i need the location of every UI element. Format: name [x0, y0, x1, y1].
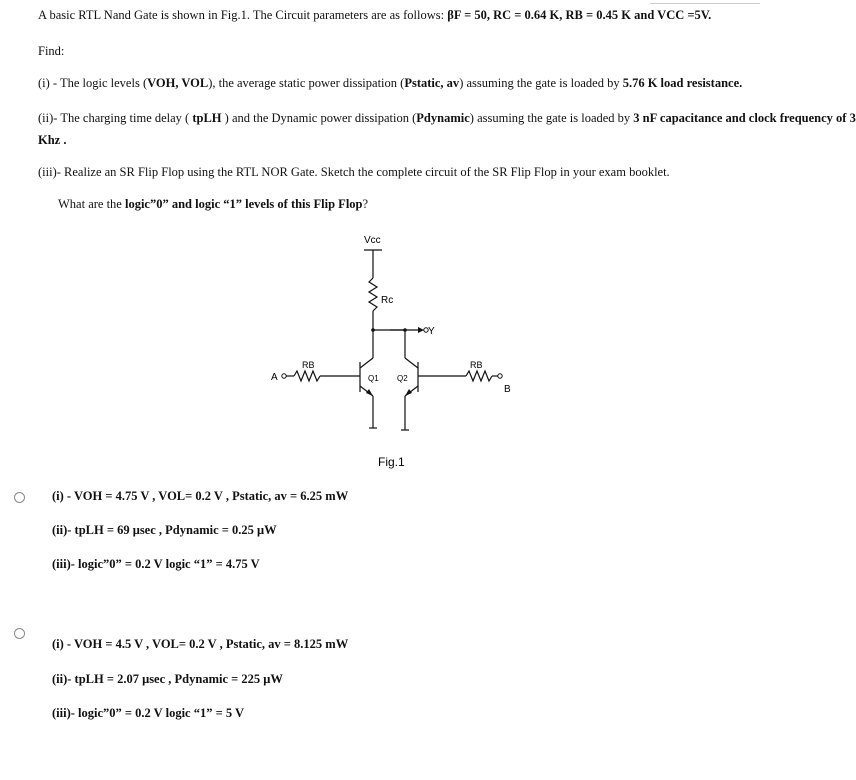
- node-dot-2: [403, 328, 407, 332]
- p2f: 3 nF capacitance and clock frequency of 3: [633, 111, 856, 125]
- question-part-3: (iii)- Realize an SR Flip Flop using the RTL NOR Gate. Sketch the complete circuit of the SR Flip Flop in your exam booklet.: [38, 165, 670, 179]
- q1-emitter-arrow: [366, 389, 373, 396]
- figure-caption: Fig.1: [378, 455, 405, 469]
- b-label: B: [504, 384, 511, 395]
- option-1-radio[interactable]: [14, 492, 25, 503]
- option-2-line-2: (ii)- tpLH = 2.07 μsec , Pdynamic = 225 μW: [52, 672, 283, 686]
- rc-label: Rc: [381, 295, 394, 306]
- node-dot-1: [371, 328, 375, 332]
- rb-right-resistor: [466, 371, 492, 381]
- y-arrow: [418, 327, 424, 333]
- b-terminal: [498, 374, 502, 378]
- p1a: (i) - The logic levels (: [38, 76, 148, 90]
- p3qb: logic”0” and logic “1” levels of this Flip Flop: [124, 197, 363, 211]
- find-label: Find:: [38, 44, 65, 58]
- a-terminal: [282, 374, 286, 378]
- p3qc: ?: [362, 197, 369, 211]
- p1f: 5.76 K load resistance.: [622, 76, 743, 90]
- p1c: ), the average static power dissipation (: [208, 76, 405, 90]
- p1b: VOH, VOL: [147, 76, 209, 90]
- option-1-line-2: (ii)- tpLH = 69 μsec , Pdynamic = 0.25 μW: [52, 523, 277, 537]
- p3qa: What are the: [58, 197, 125, 211]
- option-2-line-3: (iii)- logic”0” = 0.2 V logic “1” = 5 V: [52, 706, 245, 720]
- rb-right-label: RB: [470, 360, 483, 370]
- option-2-radio[interactable]: [14, 628, 25, 639]
- q2-emitter-arrow: [405, 389, 412, 396]
- p2d: Pdynamic: [416, 111, 470, 125]
- p1d: Pstatic, av: [404, 76, 460, 90]
- question-part-2-cont: Khz .: [38, 133, 67, 147]
- option-1-line-1: (i) - VOH = 4.75 V , VOL= 0.2 V , Pstatic, av = 6.25 mW: [52, 489, 349, 503]
- p2e: ) assuming the gate is loaded by: [469, 111, 634, 125]
- rc-resistor: [369, 278, 377, 311]
- q2-collector: [405, 358, 418, 368]
- p2c: ) and the Dynamic power dissipation (: [221, 111, 417, 125]
- intro-text: A basic RTL Nand Gate is shown in Fig.1. The Circuit parameters are as follows:: [38, 8, 448, 22]
- q2-label: Q2: [397, 374, 408, 383]
- p2b: tpLH: [192, 111, 222, 125]
- option-1-line-3: (iii)- logic”0” = 0.2 V logic “1” = 4.75 V: [52, 557, 260, 571]
- y-label: Y: [428, 326, 435, 337]
- rb-left-label: RB: [302, 360, 315, 370]
- a-label: A: [271, 372, 278, 383]
- p2a: (ii)- The charging time delay (: [38, 111, 193, 125]
- q1-collector: [360, 358, 373, 368]
- option-2-line-1: (i) - VOH = 4.5 V , VOL= 0.2 V , Pstatic, av = 8.125 mW: [52, 637, 349, 651]
- circuit-params: βF = 50, RC = 0.64 K, RB = 0.45 K and VCC =5V.: [447, 8, 712, 22]
- rb-left-resistor: [294, 371, 320, 381]
- p1e: ) assuming the gate is loaded by: [459, 76, 623, 90]
- vcc-label: Vcc: [364, 235, 381, 246]
- q1-label: Q1: [368, 374, 379, 383]
